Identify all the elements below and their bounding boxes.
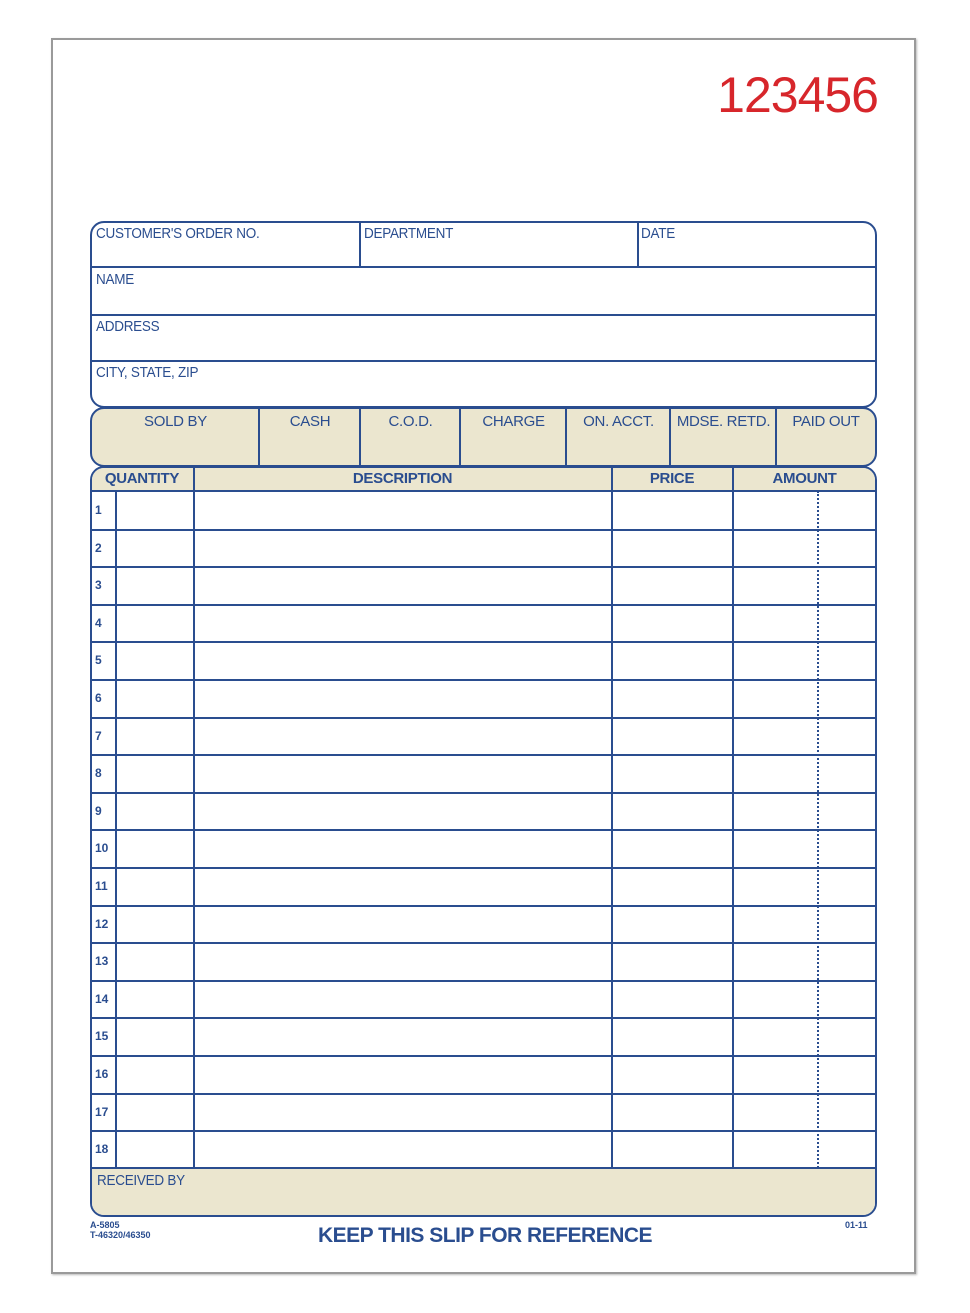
city-state-zip-label: CITY, STATE, ZIP [96, 364, 199, 381]
divider [732, 467, 734, 1168]
on-account-label: ON. ACCT. [583, 413, 654, 430]
divider [91, 1167, 876, 1169]
cash-label: CASH [289, 413, 331, 430]
received-by-band [92, 1169, 875, 1215]
row-divider [91, 942, 876, 944]
charge-label: CHARGE [482, 413, 545, 430]
row-divider [91, 1017, 876, 1019]
row-number: 9 [95, 804, 102, 818]
customer-order-no-label: CUSTOMER'S ORDER NO. [96, 225, 260, 242]
row-divider [91, 829, 876, 831]
row-number: 12 [95, 917, 109, 931]
row-divider [91, 980, 876, 982]
row-number: 2 [95, 541, 102, 555]
date-label: DATE [641, 225, 675, 242]
cod-label: C.O.D. [388, 413, 433, 430]
row-divider [91, 604, 876, 606]
row-number: 1 [95, 503, 102, 517]
name-label: NAME [96, 271, 134, 288]
row-number: 15 [95, 1029, 109, 1043]
quantity-header: QUANTITY [104, 470, 180, 487]
row-number: 11 [95, 879, 108, 893]
divider [91, 490, 876, 492]
row-number: 17 [95, 1105, 109, 1119]
row-divider [91, 1130, 876, 1132]
divider [359, 222, 361, 267]
row-number: 18 [95, 1142, 109, 1156]
row-number: 4 [95, 616, 102, 630]
row-number: 14 [95, 992, 109, 1006]
row-divider [91, 566, 876, 568]
amount-header: AMOUNT [772, 470, 837, 487]
divider [193, 467, 195, 1168]
row-divider [91, 867, 876, 869]
row-divider [91, 792, 876, 794]
items-table [90, 466, 877, 1217]
row-divider [91, 679, 876, 681]
paid-out-label: PAID OUT [792, 413, 860, 430]
row-number: 5 [95, 653, 102, 667]
row-divider [91, 1093, 876, 1095]
row-divider [91, 641, 876, 643]
row-number: 3 [95, 578, 102, 592]
description-header: DESCRIPTION [352, 470, 453, 487]
divider [91, 266, 876, 268]
row-number: 16 [95, 1067, 109, 1081]
price-header: PRICE [649, 470, 695, 487]
row-number: 8 [95, 766, 102, 780]
received-by-label: RECEIVED BY [97, 1172, 185, 1189]
row-number: 13 [95, 954, 109, 968]
divider [611, 467, 613, 1168]
row-number: 7 [95, 729, 102, 743]
row-divider [91, 754, 876, 756]
row-divider [91, 1055, 876, 1057]
divider [91, 360, 876, 362]
row-divider [91, 905, 876, 907]
row-number: 10 [95, 841, 109, 855]
serial-number: 123456 [717, 67, 878, 123]
revision-code: 01-11 [845, 1220, 868, 1230]
form-code-2: T-46320/46350 [90, 1230, 151, 1240]
row-number: 6 [95, 691, 102, 705]
row-divider [91, 717, 876, 719]
sold-by-label: SOLD BY [144, 413, 207, 430]
divider [91, 314, 876, 316]
row-divider [91, 529, 876, 531]
form-code-1: A-5805 [90, 1220, 120, 1230]
mdse-returned-label: MDSE. RETD. [676, 413, 771, 430]
keep-slip-text: KEEP THIS SLIP FOR REFERENCE [317, 1224, 653, 1247]
department-label: DEPARTMENT [364, 225, 454, 242]
address-label: ADDRESS [96, 318, 160, 335]
divider [637, 222, 639, 267]
